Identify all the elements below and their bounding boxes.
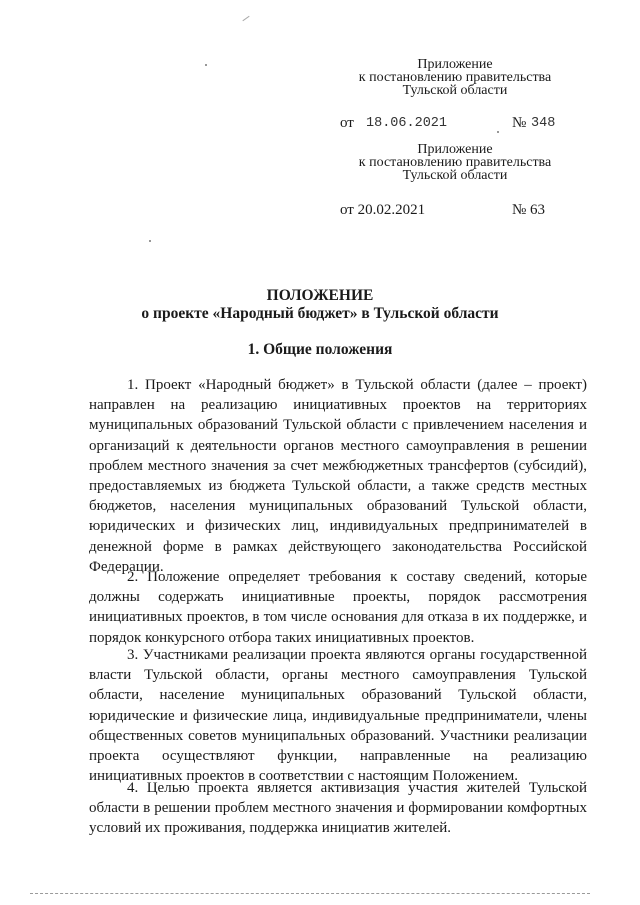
paragraph-4: 4. Целью проекта является активизация участия жителей Тульской области в решении проблем местного значения и формировании комфортных условий их проживания, поддержка инициатив жителей. bbox=[89, 780, 587, 837]
appendix-1-line2: к постановлению правительства bbox=[358, 70, 552, 85]
page-bottom-line bbox=[30, 893, 590, 894]
appendix-1-number-prefix: № bbox=[512, 115, 527, 131]
appendix-2-line1: Приложение bbox=[417, 142, 493, 157]
appendix-1-line1: Приложение bbox=[417, 57, 493, 72]
document-subtitle: о проекте «Народный бюджет» в Тульской области bbox=[141, 305, 499, 322]
appendix-header-1 bbox=[340, 58, 570, 97]
appendix-header-2 bbox=[340, 143, 570, 182]
appendix-2-line2: к постановлению правительства bbox=[358, 155, 552, 170]
document-title: ПОЛОЖЕНИЕ bbox=[266, 287, 374, 304]
scan-speck bbox=[497, 131, 499, 133]
scan-speck bbox=[149, 240, 151, 242]
appendix-2-date: от 20.02.2021 bbox=[340, 202, 426, 218]
appendix-1-date-prefix: от bbox=[340, 115, 354, 131]
appendix-1-number: 348 bbox=[531, 116, 556, 131]
scan-mark bbox=[242, 16, 249, 21]
appendix-1-date: 18.06.2021 bbox=[366, 116, 448, 131]
paragraph-3: 3. Участниками реализации проекта являются органы государственной власти Тульской области, органы местного самоуправления Тульской области, население муниципальных образований Тульской области, юридические и физические лица, индивидуальные предприниматели, члены общественных советов муниципальных образований. Участники реализации проекта осуществляют функции, направленные на реализацию инициативных проектов в соответствии с настоящим Положением. bbox=[89, 647, 587, 785]
paragraph-1: 1. Проект «Народный бюджет» в Тульской области (далее – проект) направлен на реализацию инициативных проектов на территориях муниципальных образований Тульской области с привлечением населения и организаций к деятельности органов местного самоуправления в решении проблем местного значения за счет межбюджетных трансфертов (субсидий), предоставляемых из бюджета Тульской области, а также средств местных бюджетов, населения муниципальных образований Тульской области, юридических и физических лиц, индивидуальных предпринимателей в денежной форме в рамках действующего законодательства Российской Федерации. bbox=[89, 377, 587, 575]
scan-speck bbox=[205, 64, 207, 66]
paragraph-2: 2. Положение определяет требования к составу сведений, которые должны содержать инициативные проекты, порядок рассмотрения инициативных проектов, в том числе основания для отказа в их поддержке, и порядок конкурсного отбора таких инициативных проектов. bbox=[89, 569, 587, 646]
appendix-2-number: № 63 bbox=[512, 202, 546, 218]
section-title: 1. Общие положения bbox=[247, 341, 393, 358]
appendix-1-line3: Тульской области bbox=[402, 83, 508, 98]
appendix-2-line3: Тульской области bbox=[402, 168, 508, 183]
